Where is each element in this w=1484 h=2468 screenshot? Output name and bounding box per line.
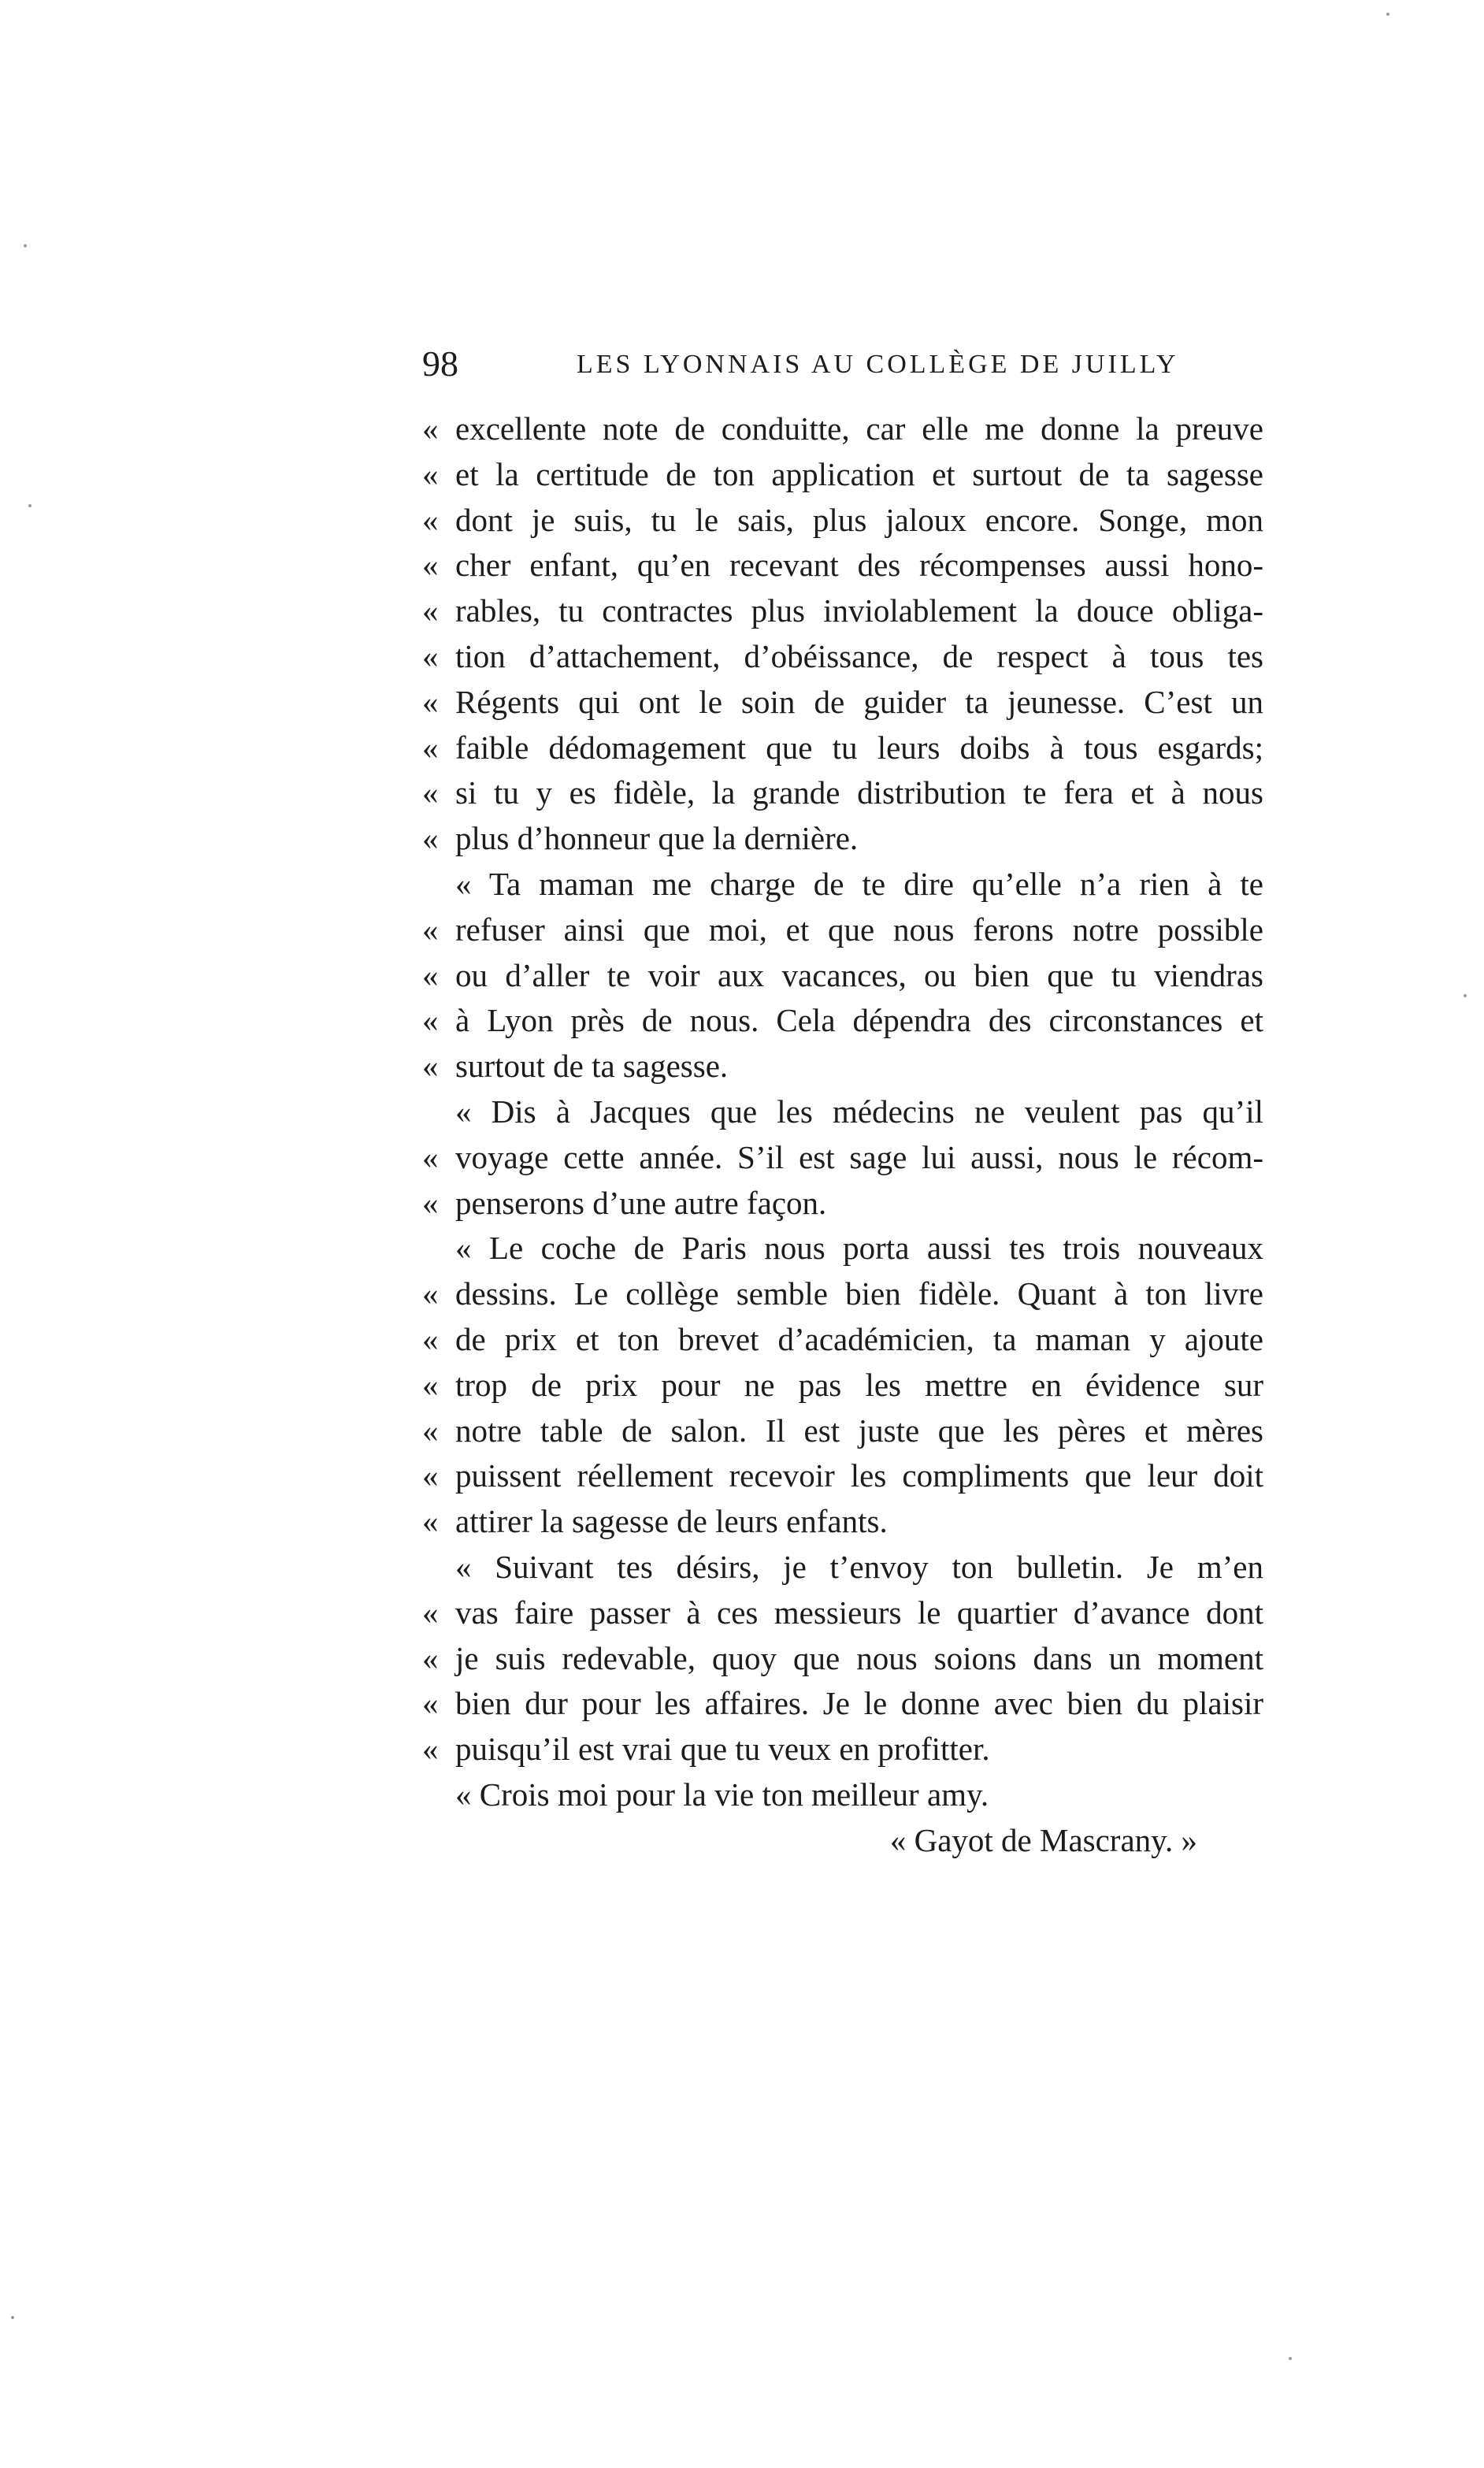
line-text: surtout de ta sagesse. [455, 1048, 729, 1085]
text-line [422, 1271, 1263, 1317]
quote-mark: « [422, 455, 439, 492]
text-line [422, 816, 1263, 862]
text-line [422, 1181, 1263, 1227]
text-line [422, 406, 1263, 452]
quote-mark: « [422, 956, 439, 993]
line-text: tion d’attachement, d’obéissance, de respect à tous tes [455, 637, 1263, 674]
scan-speck [1289, 2357, 1292, 2360]
text-line [422, 1499, 1263, 1545]
text-line [422, 1772, 1263, 1818]
letter-body [422, 406, 1263, 1864]
quote-mark: « [422, 1366, 439, 1403]
line-text: et la certitude de ton application et surtout de ta sagesse [455, 455, 1263, 492]
text-line [422, 1453, 1263, 1499]
line-text: ou d’aller te voir aux vacances, ou bien que tu viendras [455, 956, 1263, 993]
quote-mark: « [422, 774, 439, 811]
quote-mark: « [422, 1184, 439, 1221]
text-line [422, 1089, 1263, 1135]
line-text: à Lyon près de nous. Cela dépendra des circonstances et [455, 1002, 1263, 1039]
quote-mark: « [422, 410, 439, 447]
quote-mark: « [422, 1002, 439, 1039]
line-text: penserons d’une autre façon. [455, 1184, 827, 1221]
text-line [422, 588, 1263, 634]
text-line [422, 1636, 1263, 1682]
line-text: refuser ainsi que moi, et que nous ferons notre possible [455, 911, 1263, 948]
line-text: notre table de salon. Il est juste que les pères et mères [455, 1412, 1263, 1449]
page-number: 98 [422, 343, 458, 384]
text-line [422, 1226, 1263, 1271]
line-text: bien dur pour les affaires. Je le donne avec bien du plaisir [455, 1685, 1263, 1722]
text-line [422, 680, 1263, 726]
text-line [422, 1363, 1263, 1408]
quote-mark: « [422, 683, 439, 720]
text-line [422, 1727, 1263, 1772]
text-line [422, 770, 1263, 816]
scan-speck [28, 504, 32, 507]
line-text: « Le coche de Paris nous porta aussi tes trois nouveaux [455, 1230, 1263, 1267]
line-text: dessins. Le collège semble bien fidèle. Quant à ton livre [455, 1275, 1263, 1312]
line-text: voyage cette année. S’il est sage lui aussi, nous le récom- [455, 1138, 1263, 1175]
line-text: vas faire passer à ces messieurs le quartier d’avance dont [455, 1594, 1263, 1631]
text-line [422, 1317, 1263, 1363]
signature: « Gayot de Mascrany. » [889, 1821, 1197, 1858]
quote-mark: « [422, 820, 439, 857]
text-line [422, 498, 1263, 544]
text-line [422, 953, 1263, 999]
text-line [422, 907, 1263, 953]
quote-mark: « [422, 547, 439, 584]
line-text: attirer la sagesse de leurs enfants. [455, 1503, 888, 1540]
text-line [422, 1681, 1263, 1727]
text-line [422, 998, 1263, 1044]
scan-speck [1386, 13, 1389, 16]
line-text: puisqu’il est vrai que tu veux en profitter. [455, 1731, 990, 1768]
quote-mark: « [422, 729, 439, 766]
quote-mark: « [422, 1685, 439, 1722]
line-text: « Suivant tes désirs, je t’envoy ton bulletin. Je m’en [455, 1548, 1263, 1585]
quote-mark: « [422, 1275, 439, 1312]
line-text: plus d’honneur que la dernière. [455, 820, 859, 857]
text-line [422, 1408, 1263, 1454]
quote-mark: « [422, 1048, 439, 1085]
text-line [422, 1590, 1263, 1636]
text-line [422, 1044, 1263, 1089]
quote-mark: « [422, 501, 439, 538]
line-text: « Dis à Jacques que les médecins ne veulent pas qu’il [455, 1093, 1263, 1130]
line-text: trop de prix pour ne pas les mettre en évidence sur [455, 1366, 1263, 1403]
scan-speck [11, 2316, 14, 2319]
quote-mark: « [422, 1639, 439, 1676]
line-text: je suis redevable, quoy que nous soions dans un moment [455, 1639, 1263, 1676]
quote-mark: « [422, 1503, 439, 1540]
line-text: dont je suis, tu le sais, plus jaloux encore. Songe, mon [455, 501, 1263, 538]
text-line [422, 1135, 1263, 1181]
line-text: si tu y es fidèle, la grande distribution te fera et à nous [455, 774, 1263, 811]
scan-speck [24, 244, 27, 247]
line-text: excellente note de conduitte, car elle me donne la preuve [455, 410, 1263, 447]
text-line [422, 1545, 1263, 1590]
quote-mark: « [422, 1731, 439, 1768]
quote-mark: « [422, 1412, 439, 1449]
quote-mark: « [422, 592, 439, 629]
line-text: faible dédomagement que tu leurs doibs à tous esgards; [455, 729, 1263, 766]
line-text: rables, tu contractes plus inviolablement la douce obliga- [455, 592, 1263, 629]
quote-mark: « [422, 1320, 439, 1357]
quote-mark: « [422, 637, 439, 674]
line-text: « Ta maman me charge de te dire qu’elle n’a rien à te [455, 865, 1263, 902]
text-line [422, 862, 1263, 907]
signature-line [422, 1818, 1263, 1864]
text-line [422, 726, 1263, 771]
scan-speck [1464, 994, 1467, 997]
page-header [422, 340, 1263, 395]
quote-mark: « [422, 1457, 439, 1494]
text-line [422, 452, 1263, 498]
running-title: LES LYONNAIS AU COLLÈGE DE JUILLY [577, 350, 1179, 379]
text-line [422, 634, 1263, 680]
quote-mark: « [422, 1138, 439, 1175]
quote-mark: « [422, 911, 439, 948]
quote-mark: « [422, 1594, 439, 1631]
text-line [422, 543, 1263, 588]
line-text: de prix et ton brevet d’académicien, ta maman y ajoute [455, 1320, 1263, 1357]
line-text: cher enfant, qu’en recevant des récompenses aussi hono- [455, 547, 1263, 584]
line-text: « Crois moi pour la vie ton meilleur amy. [455, 1776, 989, 1813]
line-text: puissent réellement recevoir les compliments que leur doit [455, 1457, 1263, 1494]
line-text: Régents qui ont le soin de guider ta jeunesse. C’est un [455, 683, 1263, 720]
